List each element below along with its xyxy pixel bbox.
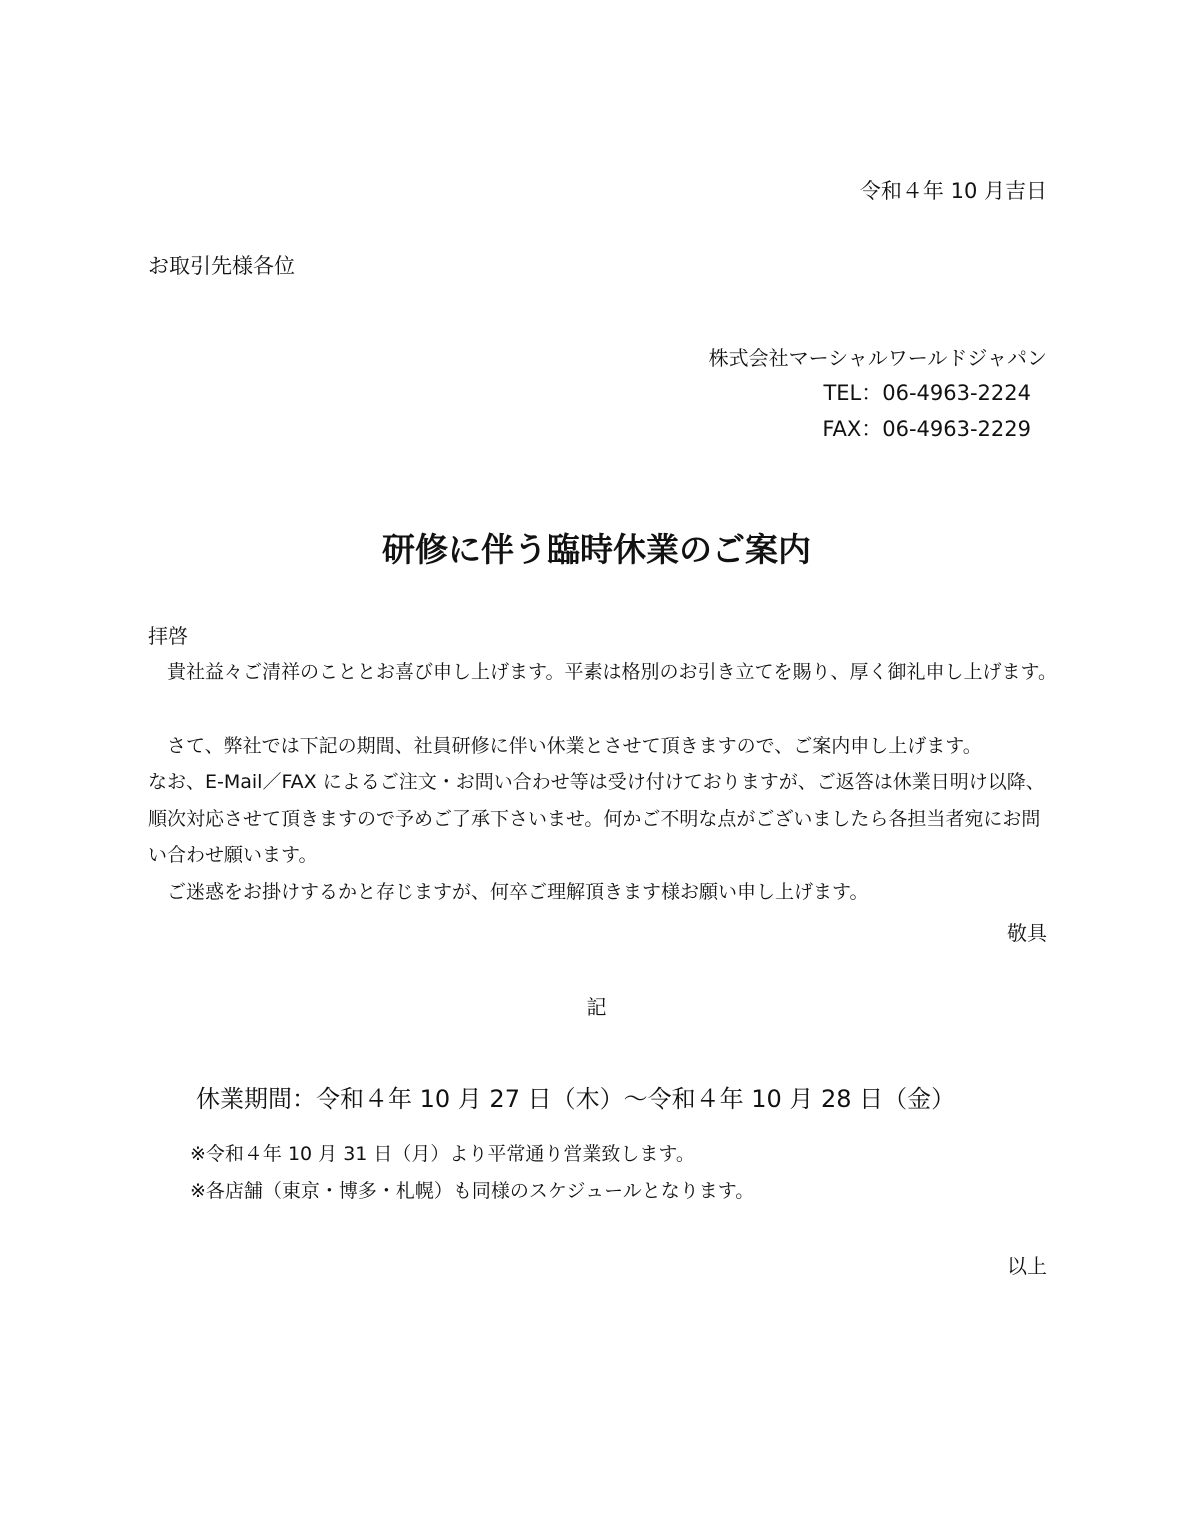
document-date: 令和４年 10 月吉日: [859, 179, 1047, 203]
company-tel: TEL：06-4963-2224: [823, 381, 1031, 405]
notice-heading: 記: [586, 995, 607, 1019]
body-line: さて、弊社では下記の期間、社員研修に伴い休業とさせて頂きますので、ご案内申し上げます。: [148, 735, 982, 757]
body-line: い合わせ願います。: [148, 844, 318, 866]
body-line: 貴社益々ご清祥のこととお喜び申し上げます。平素は格別のお引き立てを賜り、厚く御礼申し上げます。: [148, 661, 1057, 683]
notice-note: ※令和４年 10 月 31 日（月）より平常通り営業致します。: [190, 1143, 695, 1165]
end-word: 以上: [1007, 1254, 1047, 1278]
salutation: 拝啓: [148, 624, 188, 648]
document-title: 研修に伴う臨時休業のご案内: [382, 530, 811, 569]
closing-word: 敬具: [1007, 921, 1047, 945]
body-line: 順次対応させて頂きますので予めご了承下さいませ。何かご不明な点がございましたら各担当者宛にお問: [148, 808, 1041, 830]
notice-note: ※各店舗（東京・博多・札幌）も同様のスケジュールとなります。: [190, 1180, 755, 1202]
closure-period: 休業期間：令和４年 10 月 27 日（木）～令和４年 10 月 28 日（金）: [196, 1085, 956, 1113]
company-fax: FAX：06-4963-2229: [822, 417, 1031, 441]
body-line: ご迷惑をお掛けするかと存じますが、何卒ご理解頂きます様お願い申し上げます。: [148, 881, 869, 903]
company-name: 株式会社マーシャルワールドジャパン: [708, 346, 1047, 370]
addressee: お取引先様各位: [148, 254, 295, 278]
body-line: なお、E-Mail／FAX によるご注文・お問い合わせ等は受け付けておりますが、ご返答は休業日明け以降、: [148, 771, 1045, 793]
